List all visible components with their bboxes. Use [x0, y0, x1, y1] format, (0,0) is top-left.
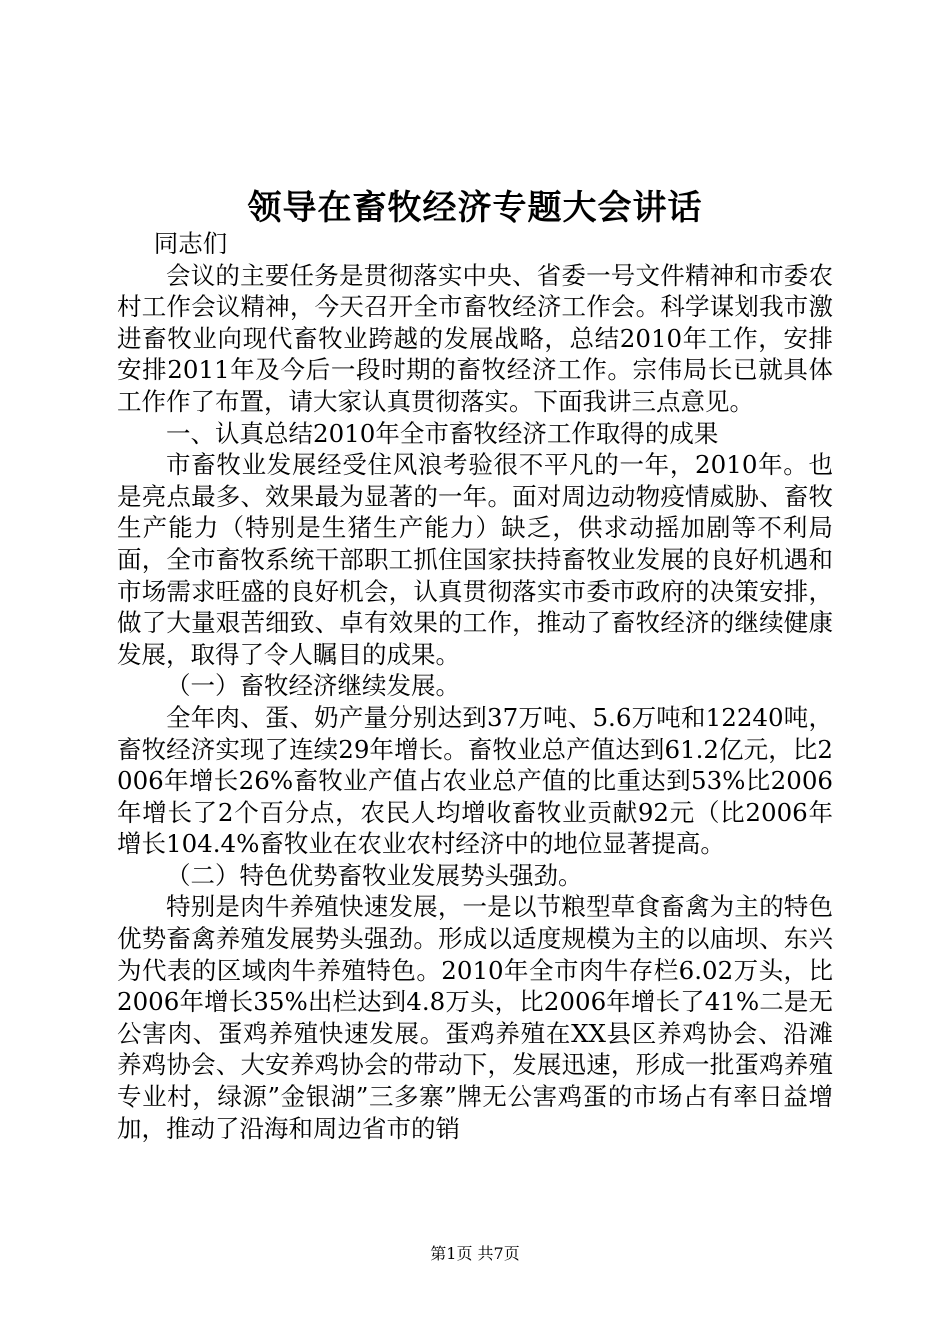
document-body	[117, 228, 833, 1144]
paragraph-achievements: 市畜牧业发展经受住风浪考验很不平凡的一年，2010年。也是亮点最多、效果最为显著的一年。面对周边动物疫情威胁、畜牧生产能力（特别是生猪生产能力）缺乏，供求动摇加剧等不利局面，全市畜牧系统干部职工抓住国家扶持畜牧业发展的良好机遇和市场需求旺盛的良好机会，认真贯彻落实市委市政府的决策安排，做了大量艰苦细致、卓有效果的工作，推动了畜牧经济的继续健康发展，取得了令人瞩目的成果。	[117, 450, 833, 669]
page-title: 领导在畜牧经济专题大会讲话	[247, 188, 703, 228]
paragraph-specialty: 特别是肉牛养殖快速发展，一是以节粮型草食畜禽为主的特色优势畜禽养殖发展势头强劲。形成以适度规模为主的以庙坝、东兴为代表的区域肉牛养殖特色。2010年全市肉牛存栏6.02万头，比2006年增长35%出栏达到4.8万头，比2006年增长了41%二是无公害肉、蛋鸡养殖快速发展。蛋鸡养殖在XX县区养鸡协会、沿滩养鸡协会、大安养鸡协会的带动下，发展迅速，形成一批蛋鸡养殖专业村，绿源”金银湖”三多寨”牌无公害鸡蛋的市场占有率日益增加，推动了沿海和周边省市的销	[117, 892, 833, 1143]
greeting: 同志们	[153, 229, 228, 258]
paragraph-intro: 会议的主要任务是贯彻落实中央、省委一号文件精神和市委农村工作会议精神，今天召开全市畜牧经济工作会。科学谋划我市激进畜牧业向现代畜牧业跨越的发展战略，总结2010年工作，安排安排2011年及今后一段时期的畜牧经济工作。宗伟局长已就具体工作作了布置，请大家认真贯彻落实。下面我讲三点意见。	[117, 260, 833, 416]
paragraph-production: 全年肉、蛋、奶产量分别达到37万吨、5.6万吨和12240吨，畜牧经济实现了连续29年增长。畜牧业总产值达到61.2亿元，比2006年增长26%畜牧业产值占农业总产值的比重达到53%比2006年增长了2个百分点，农民人均增收畜牧业贡献92元（比2006年增长104.4%畜牧业在农业农村经济中的地位显著提高。	[117, 702, 833, 859]
page-number-footer: 第1页 共7页	[430, 1244, 520, 1263]
subsection-heading-2: （二）特色优势畜牧业发展势头强劲。	[166, 860, 583, 890]
subsection-heading-1: （一）畜牧经济继续发展。	[166, 671, 460, 701]
section-heading-1: 一、认真总结2010年全市畜牧经济工作取得的成果	[166, 418, 719, 448]
